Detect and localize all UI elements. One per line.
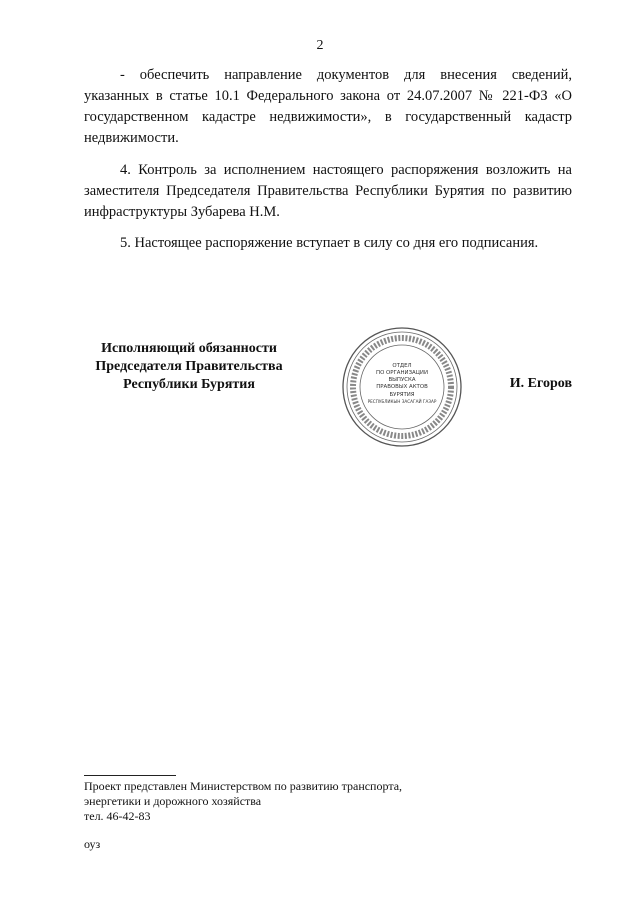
seal-text-line: ПО ОРГАНИЗАЦИИ — [376, 370, 428, 376]
footnote — [84, 779, 402, 824]
seal-text-line: РЕСПУБЛИКЫН ЗАСАГАЙ ГАЗАР — [367, 399, 437, 404]
paragraph-provide-documents: - обеспечить направление документов для внесения сведений, указанных в статье 10.1 Федерального закона от 24.07.2007 № 221-ФЗ «О государственном кадастре недвижимости», в государственный кадастр недвижимости. — [84, 67, 572, 146]
footnote-line: Проект представлен Министерством по развитию транспорта, — [84, 779, 403, 793]
seal-text-line: ОТДЕЛ — [392, 363, 412, 369]
seal-text-line: ПРАВОВЫХ АКТОВ — [376, 384, 428, 390]
footnote-line: энергетики и дорожного хозяйства — [84, 794, 262, 808]
seal-text-line: ВЫПУСКА — [388, 377, 416, 383]
paragraph-control: 4. Контроль за исполнением настоящего распоряжения возложить на заместителя Председателя Правительства Республики Бурятия по развитию инфраструктуры Зубарева Н.М. — [84, 162, 572, 220]
footnote-line: тел. 46-42-83 — [84, 809, 151, 823]
footnote-divider — [84, 775, 176, 776]
page-number: 2 — [316, 38, 324, 53]
official-seal — [340, 325, 464, 449]
seal-text-line: БУРЯТИЯ — [389, 392, 415, 398]
document-code: оуз — [84, 837, 101, 851]
paragraph-effective: 5. Настоящее распоряжение вступает в силу со дня его подписания. — [120, 235, 539, 251]
signatory-title — [84, 340, 294, 394]
signatory-title-line: Исполняющий обязанности — [101, 341, 277, 356]
signatory-name: И. Егоров — [509, 376, 572, 391]
signatory-title-line: Председателя Правительства — [95, 359, 283, 374]
signatory-title-line: Республики Бурятия — [123, 377, 255, 392]
